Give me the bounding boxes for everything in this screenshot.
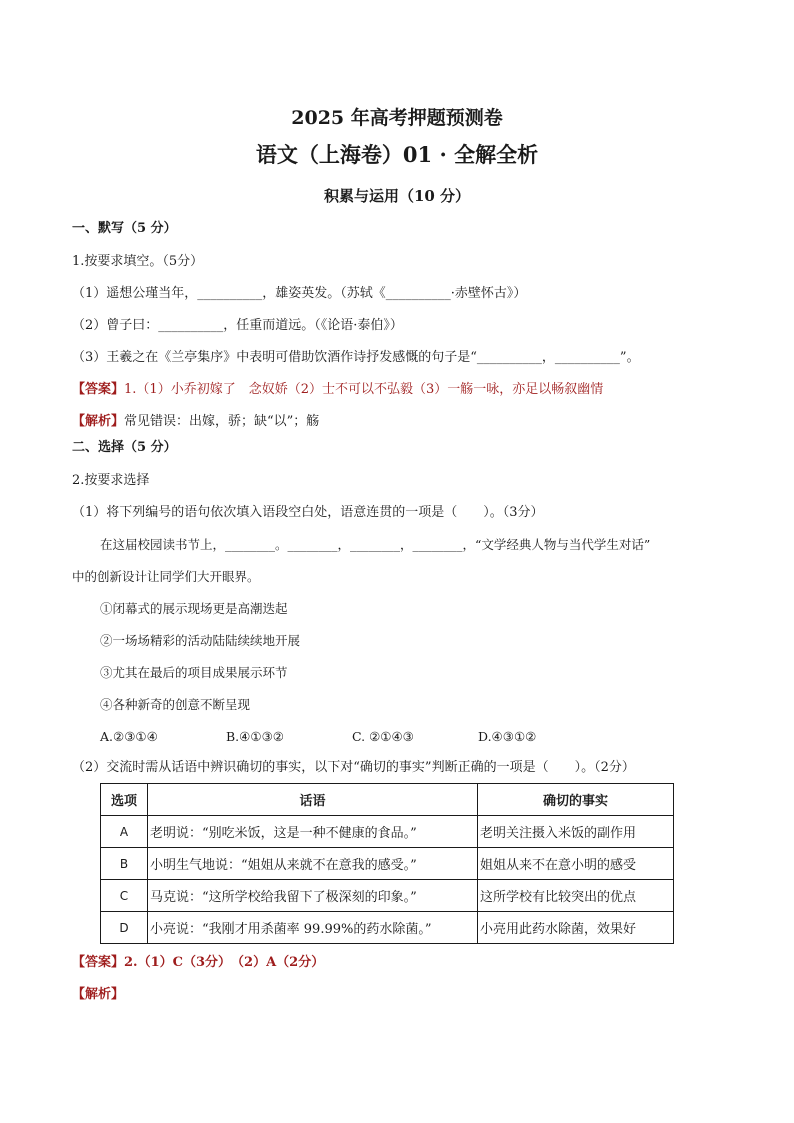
- table-cell-utterance: 小亮说：“我刚才用杀菌率 99.99%的药水除菌。”: [148, 912, 478, 944]
- q2-stem: 2.按要求选择: [72, 473, 150, 488]
- table-cell-fact: 老明关注摄入米饭的副作用: [478, 816, 674, 848]
- answer-text: 2.（1）C（3分） （2）A（2分）: [124, 955, 325, 970]
- table-cell-fact: 这所学校有比较突出的优点: [478, 880, 674, 912]
- table-row: [101, 848, 674, 880]
- analysis-text: 常见错误：出嫁，骄；缺“以”；觞: [124, 414, 320, 429]
- fact-judgement-table: [100, 783, 674, 944]
- analysis-label: 【解析】: [72, 987, 125, 1002]
- table-cell-option: B: [101, 848, 148, 880]
- table-cell-utterance: 马克说：“这所学校给我留下了极深刻的印象。”: [148, 880, 478, 912]
- table-header-row: [101, 784, 674, 816]
- statement-3: ③尤其在最后的项目成果展示环节: [100, 665, 288, 680]
- q2-1-stem: （1）将下列编号的语句依次填入语段空白处，语意连贯的一项是（ ）。（3分）: [72, 505, 544, 520]
- answer-text: 1.（1）小乔初嫁了 念奴娇（2）士不可以不弘毅（3）一觞一咏，亦足以畅叙幽情: [124, 382, 604, 397]
- exam-subtitle: 语文（上海卷）01 · 全解全析: [255, 142, 539, 167]
- table-header-option: 选项: [101, 784, 148, 816]
- statement-1: ①闭幕式的展示现场更是高潮迭起: [100, 601, 288, 616]
- q1-stem: 1.按要求填空。（5分）: [72, 254, 204, 269]
- q1-item-3: （3）王羲之在《兰亭集序》中表明可借助饮酒作诗抒发感慨的句子是“__________，__________”。: [72, 350, 640, 365]
- table-cell-option: C: [101, 880, 148, 912]
- table-cell-fact: 小亮用此药水除菌，效果好: [478, 912, 674, 944]
- q1-item-2: （2）曾子曰：__________，任重而道远。（《论语·泰伯》）: [72, 318, 403, 333]
- q2-2-stem: （2）交流时需从话语中辨识确切的事实，以下对“确切的事实”判断正确的一项是（ ）。（2分）: [72, 760, 635, 775]
- passage-line-1: 在这届校园读书节上，________。________，________，________，“文学经典人物与当代学生对话”: [100, 537, 651, 552]
- table-cell-option: A: [101, 816, 148, 848]
- table-cell-fact: 姐姐从来不在意小明的感受: [478, 848, 674, 880]
- option-a: A.②③①④: [100, 729, 158, 744]
- statement-4: ④各种新奇的创意不断呈现: [100, 697, 251, 712]
- statement-2: ②一场场精彩的活动陆陆续续地开展: [100, 633, 301, 648]
- section-title: 积累与运用（10 分）: [323, 187, 471, 205]
- table-row: [101, 912, 674, 944]
- answer-label: 【答案】: [72, 955, 125, 970]
- table-row: [101, 880, 674, 912]
- q1-item-1: （1）遥想公瑾当年，__________，雄姿英发。（苏轼《__________·赤壁怀古》）: [72, 286, 527, 301]
- passage-line-2: 中的创新设计让同学们大开眼界。: [72, 569, 260, 584]
- table-header-utterance: 话语: [148, 784, 478, 816]
- option-c: C. ②①④③: [352, 729, 414, 744]
- analysis-label: 【解析】: [72, 414, 125, 429]
- exam-title: 2025 年高考押题预测卷: [291, 107, 503, 129]
- part2-heading: 二、选择（5 分）: [72, 440, 177, 455]
- q2-analysis: [72, 986, 124, 1004]
- table-cell-utterance: 小明生气地说：“姐姐从来就不在意我的感受。”: [148, 848, 478, 880]
- q2-answer: [72, 954, 324, 972]
- table-cell-utterance: 老明说：“别吃米饭，这是一种不健康的食品。”: [148, 816, 478, 848]
- table-cell-option: D: [101, 912, 148, 944]
- q1-answer: [72, 381, 603, 399]
- option-d: D.④③①②: [478, 729, 537, 744]
- part1-heading: 一、默写（5 分）: [72, 221, 177, 236]
- table-row: [101, 816, 674, 848]
- q1-analysis: [72, 413, 319, 431]
- option-b: B.④①③②: [226, 729, 284, 744]
- table-header-fact: 确切的事实: [478, 784, 674, 816]
- answer-label: 【答案】: [72, 382, 125, 397]
